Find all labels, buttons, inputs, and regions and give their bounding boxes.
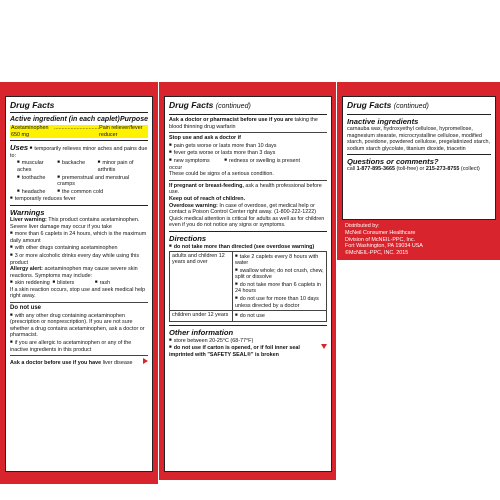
- phone-collect-note: (collect): [460, 166, 480, 173]
- warnings-title: Warnings: [10, 207, 45, 217]
- ask-doctor-text: liver disease: [102, 360, 133, 367]
- divider: [169, 231, 327, 232]
- list-item: ■ headache: [17, 188, 57, 196]
- ask-doctor-row: [10, 358, 148, 367]
- list-item: ■ muscular aches: [17, 159, 57, 173]
- uses-list-row2: [10, 174, 148, 196]
- divider: [347, 114, 491, 115]
- panel-title-continued: (continued): [393, 103, 429, 110]
- active-ingredient-row: [10, 125, 148, 138]
- ask-doctor-label: Ask a doctor before use if you have: [10, 360, 102, 367]
- phone-toll-free-note: (toll-free) or: [396, 166, 425, 173]
- drug-facts-panel-1: [5, 96, 153, 472]
- list-item: ■ do not take more than 6 caplets in 24 hours: [235, 282, 321, 295]
- do-not-use-section: [10, 305, 148, 353]
- allergy-alert-label: Allergy alert:: [10, 266, 43, 273]
- panel-title: Drug Facts: [10, 100, 55, 110]
- ingredient-dots: ..............................: [54, 125, 100, 131]
- distributor-line: Distributed by:: [345, 223, 380, 229]
- allergy-stop-text: If a skin reaction occurs, stop use and seek medical help right away.: [10, 286, 146, 300]
- liver-warning-text: This product contains acetaminophen. Severe liver damage may occur if you take: [10, 216, 140, 230]
- active-ingredient-label: Active ingredient (in each caplet): [10, 116, 120, 123]
- overdose-label: Overdose warning:: [169, 202, 218, 209]
- drug-facts-panel-2: [164, 96, 332, 472]
- list-item: ■ 3 or more alcoholic drinks every day while using this product: [10, 253, 139, 266]
- table-row: [170, 251, 327, 311]
- ask-pharmacist-label: Ask a doctor or pharmacist before use if you are: [169, 117, 294, 123]
- distributor-line: Fort Washington, PA 19034 USA: [345, 243, 423, 250]
- liver-warning-label: Liver warning:: [10, 216, 47, 223]
- table-row: [170, 311, 327, 322]
- uses-list: [10, 159, 148, 173]
- directions-warning: ■ do not take more than directed (see overdose warning): [169, 244, 314, 250]
- adults-label: adults and children 12 years and over: [170, 251, 233, 311]
- inactive-ingredients-text: carnauba wax, hydroxyethyl cellulose, hypromellose, magnesium stearate, microcrystalline cellulose, modified starch, povidone, powdered cellulose, pregelatinized starch, sodium starch glycolate, titanium dioxide, triacetin: [347, 126, 490, 152]
- distributor-block: [345, 223, 495, 257]
- overdose-text: In case of overdose, get medical help or contact a Poison Control Center right away. (1-800-222-1222) Quick medical attention is critical for adults as well as for children even if you do not notice any signs or symptoms.: [169, 202, 325, 229]
- distributor-line: McNeil Consumer Healthcare: [345, 229, 416, 236]
- list-item: ■ minor pain of arthritis: [98, 159, 148, 173]
- stop-use-row: [169, 157, 327, 171]
- phone-toll-free: 1-877-895-3665: [356, 166, 395, 173]
- ingredient-purpose: Pain reliever/fever reducer: [99, 125, 143, 138]
- warnings-section: [10, 208, 148, 300]
- list-item: ■ pain gets worse or lasts more than 10 days: [169, 143, 277, 149]
- distributor-line: Division of McNEIL-PPC, Inc.: [345, 236, 416, 243]
- continue-arrow-icon: [321, 344, 327, 349]
- pregnancy-text: ask a health professional before use.: [169, 182, 322, 196]
- questions-phone-line: [347, 166, 491, 173]
- list-item: ■ premenstrual and menstrual cramps: [57, 174, 148, 188]
- continue-arrow-icon: [143, 358, 148, 364]
- list-item: ■ backache: [57, 159, 97, 173]
- list-item: ■ store between 20-25°C (68-77°F): [169, 338, 253, 344]
- do-not-use-title: Do not use: [10, 305, 41, 312]
- list-item: ■ take 2 caplets every 8 hours with water: [235, 254, 318, 267]
- divider: [169, 114, 327, 115]
- stop-use-note: These could be signs of a serious condition.: [169, 171, 274, 178]
- inactive-ingredients-title: Inactive ingredients: [347, 117, 419, 126]
- ingredient-name: Acetaminophen 650 mg: [11, 125, 49, 138]
- panel-title-continued: (continued): [215, 103, 251, 110]
- list-item: ■ swallow whole; do not crush, chew, split or dissolve: [235, 268, 324, 281]
- panel-title: [347, 100, 491, 112]
- divider: [169, 132, 327, 133]
- panel-title-text: Drug Facts: [169, 100, 214, 110]
- list-item: ■ more than 6 caplets in 24 hours, which is the maximum daily amount: [10, 231, 146, 244]
- uses-intro: ■ temporarily relieves minor aches and pains due to:: [10, 146, 147, 159]
- ask-pharmacist-text: taking the blood thinning drug warfarin: [169, 117, 318, 130]
- divider: [347, 154, 491, 155]
- drug-facts-panel-3: [342, 96, 496, 220]
- divider: [10, 112, 148, 113]
- other-info-row: [169, 344, 327, 358]
- list-item: ■ new symptoms occur: [169, 157, 224, 171]
- list-item: ■ fever gets worse or lasts more than 3 days: [169, 150, 275, 156]
- phone-collect: 215-273-8755: [425, 166, 460, 173]
- list-item: ■ rash: [95, 279, 148, 287]
- keep-out-text: Keep out of reach of children.: [169, 195, 246, 202]
- pregnancy-label: If pregnant or breast-feeding,: [169, 182, 244, 189]
- list-item: ■ if you are allergic to acetaminophen or any of the inactive ingredients in this product: [10, 340, 131, 353]
- divider: [10, 302, 148, 303]
- distributor-line: ©McNEIL-PPC, INC. 2015: [345, 250, 409, 257]
- active-ingredient-header: [10, 115, 148, 124]
- list-item: ■ redness or swelling is present: [224, 157, 327, 171]
- other-info-title: Other information: [169, 327, 234, 337]
- list-item: ■ with any other drug containing acetaminophen (prescription or nonprescription). If you are not sure whether a drug contains acetaminophen, ask a doctor or pharmacist.: [10, 313, 145, 339]
- adults-directions: [233, 251, 327, 311]
- divider: [10, 205, 148, 206]
- divider: [10, 355, 148, 356]
- uses-section: [10, 143, 148, 203]
- directions-title: Directions: [169, 233, 207, 243]
- divider: [169, 180, 327, 181]
- purpose-label: Purpose: [119, 116, 148, 123]
- directions-table: [169, 251, 327, 322]
- uses-title: Uses: [10, 143, 29, 153]
- list-item: ■ do not use for more than 10 days unless directed by a doctor: [235, 296, 319, 309]
- divider: [10, 140, 148, 141]
- stop-use-title: Stop use and ask a doctor if: [169, 135, 241, 142]
- children-directions: ■ do not use: [235, 313, 265, 319]
- list-item: ■ toothache: [17, 174, 57, 188]
- list-item: ■ the common cold: [57, 188, 148, 196]
- list-item: ■ do not use if carton is opened, or if foil inner seal imprinted with "SAFETY SEAL®" is broken: [169, 344, 317, 358]
- uses-fever: ■ temporarily reduces fever: [10, 196, 76, 202]
- list-item: ■ skin reddening: [10, 279, 52, 287]
- panel-title: [169, 100, 327, 112]
- allergy-alert-text: acetaminophen may cause severe skin reactions. Symptoms may include:: [10, 266, 138, 279]
- list-item: ■ blisters: [52, 279, 94, 287]
- panel-title-text: Drug Facts: [347, 100, 392, 110]
- questions-call: call: [347, 166, 356, 173]
- allergy-list: [10, 279, 148, 287]
- list-item: ■ with other drugs containing acetaminophen: [10, 245, 118, 251]
- children-label: children under 12 years: [170, 311, 233, 322]
- questions-title: Questions or comments?: [347, 157, 439, 167]
- divider: [169, 325, 327, 326]
